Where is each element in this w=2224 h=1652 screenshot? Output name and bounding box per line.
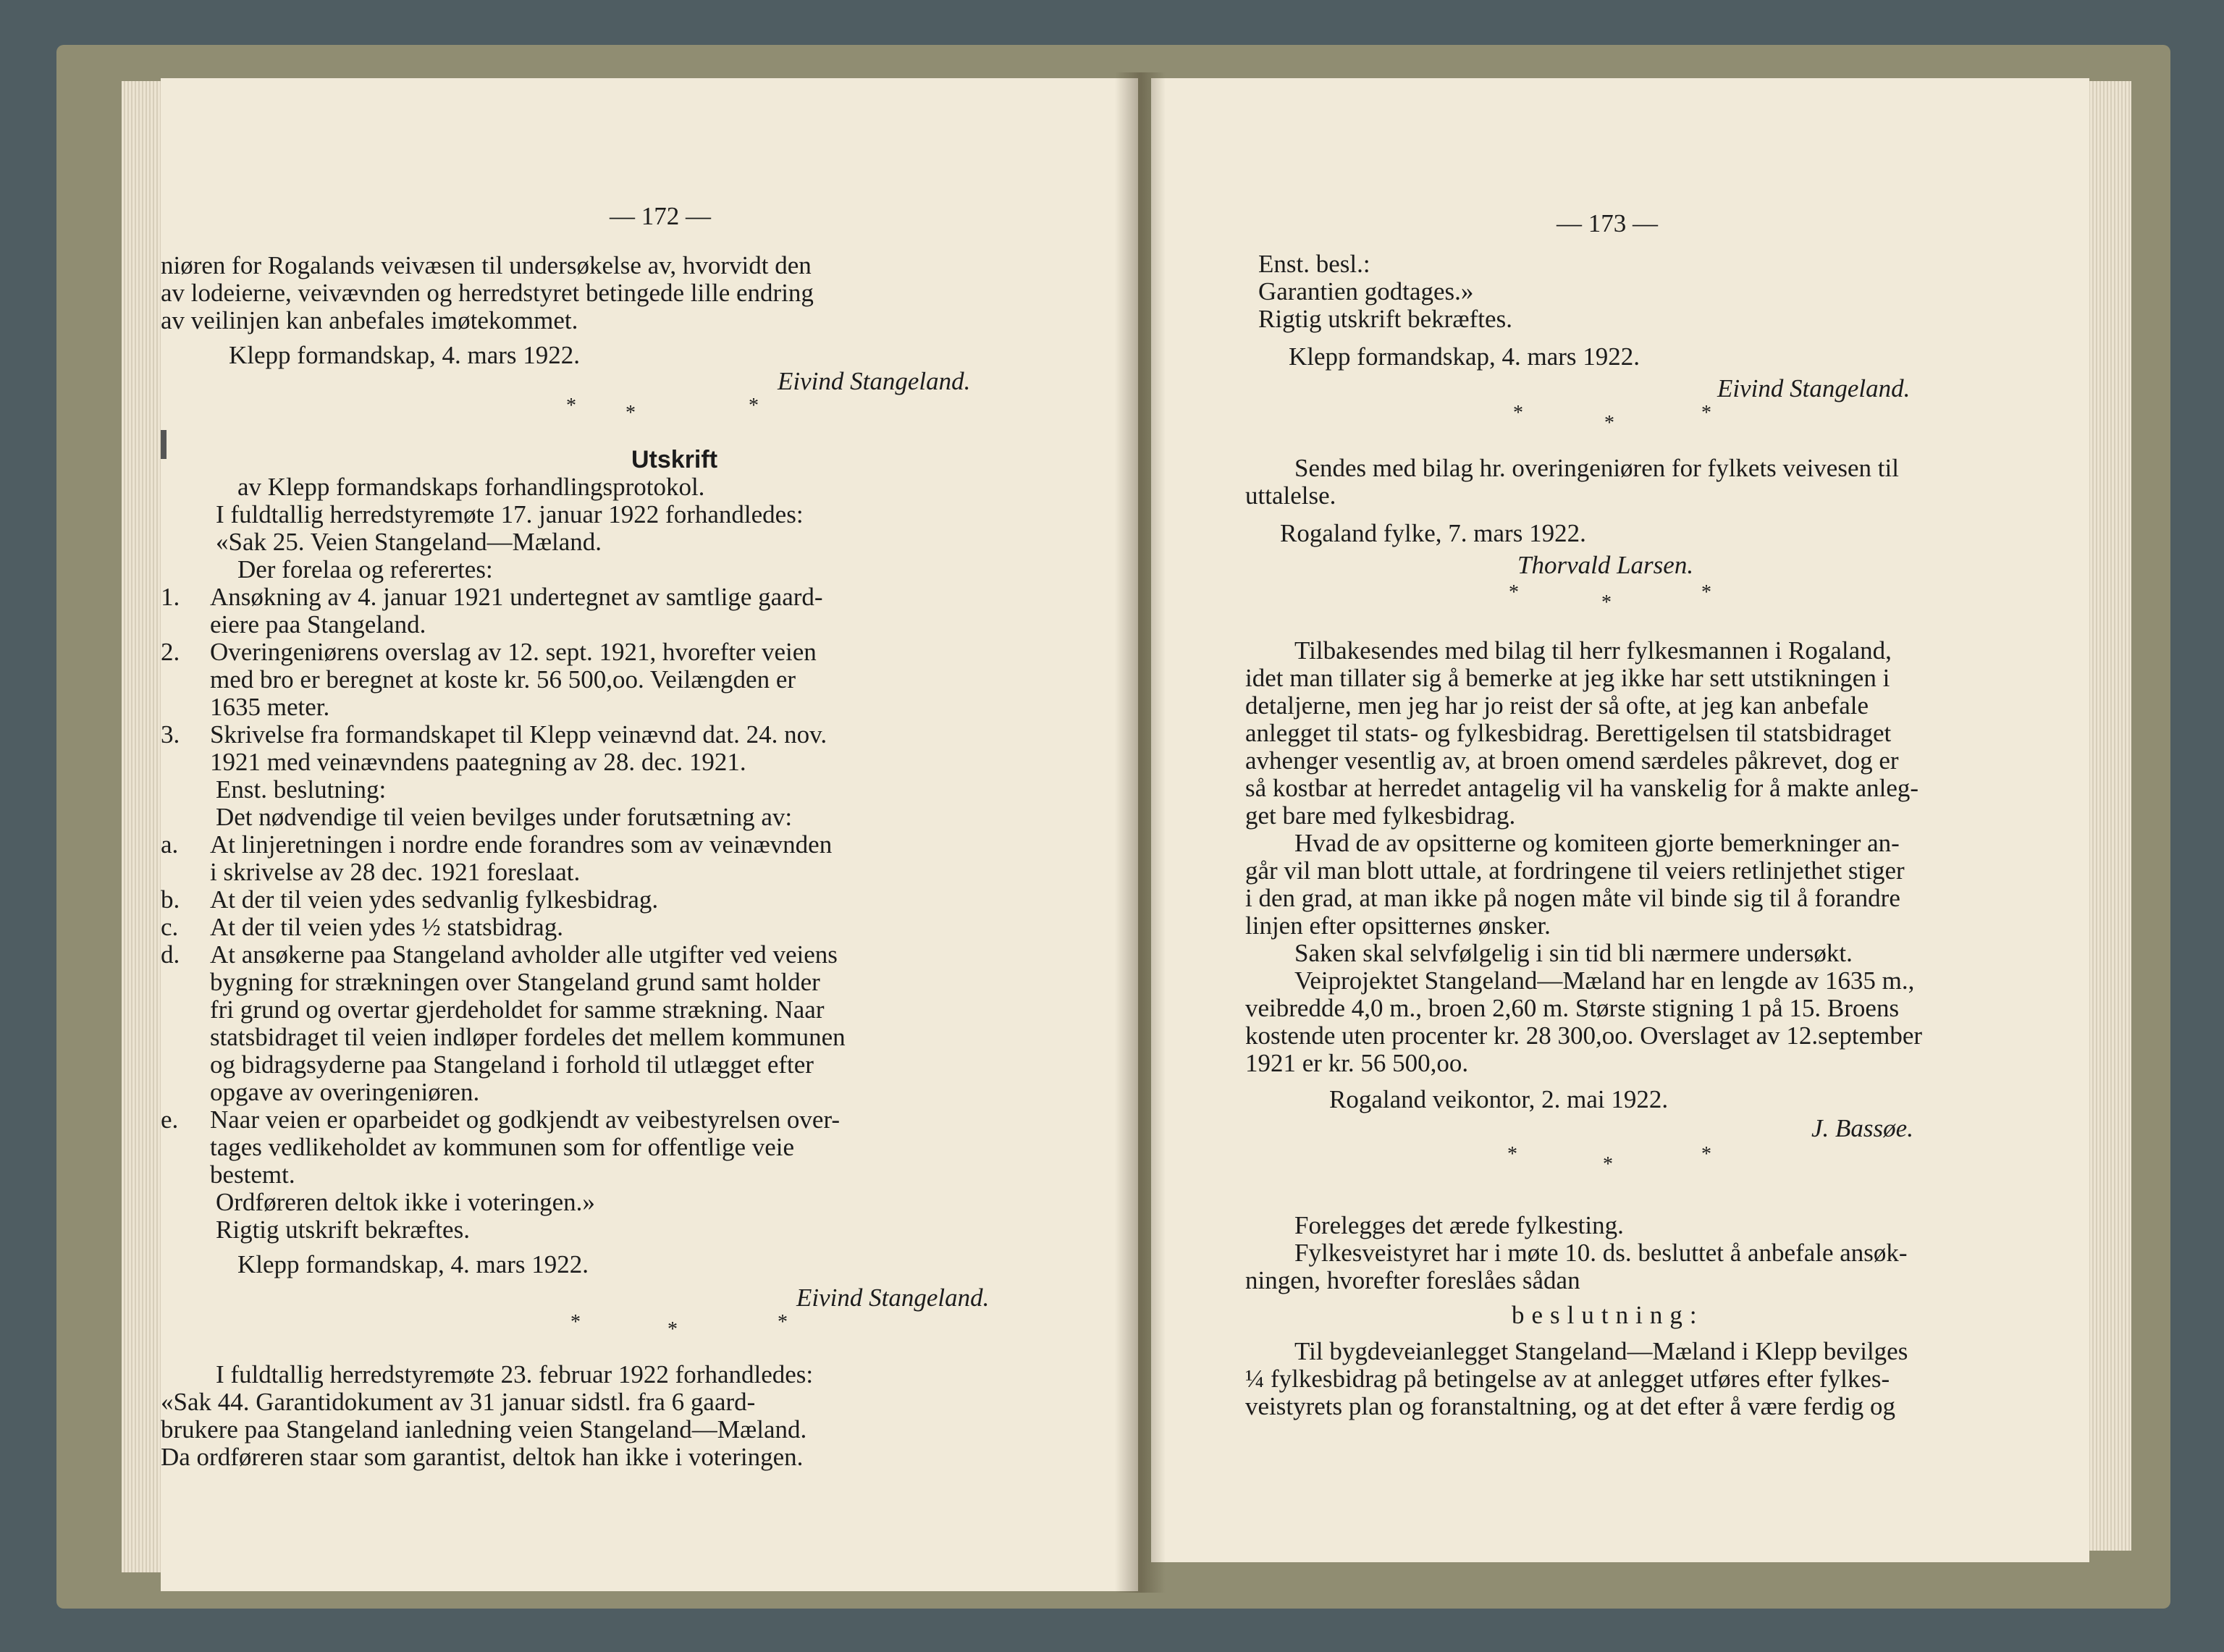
separator-star: *	[1513, 402, 1523, 424]
text-line: ningen, hvorefter foreslåes sådan	[1245, 1266, 1580, 1294]
text-line: veistyrets plan og foranstaltning, og at det efter å være ferdig og	[1245, 1392, 1896, 1420]
text-line: Enst. besl.:	[1258, 250, 1370, 278]
text-line: niøren for Rogalands veivæsen til undersøkelse av, hvorvidt den	[161, 251, 812, 279]
text-line: med bro er beregnet at koste kr. 56 500,oo. Veilængden er	[210, 665, 796, 694]
decision-heading: beslutning:	[1512, 1301, 1704, 1329]
text-line: Klepp formandskap, 4. mars 1922.	[1289, 342, 1640, 371]
text-line: 1921 med veinævndens paategning av 28. dec. 1921.	[210, 748, 746, 776]
text-line: så kostbar at herredet antagelig vil ha vanskelig for å makte anleg-	[1245, 774, 1919, 802]
separator-star: *	[778, 1311, 788, 1333]
signature: Eivind Stangeland.	[1717, 374, 1911, 403]
text-line: linjen efter opsitternes ønsker.	[1245, 911, 1551, 940]
separator-star: *	[1509, 581, 1519, 604]
text-line: og bidragsyderne paa Stangeland i forhold til utlægget efter	[210, 1050, 814, 1079]
list-marker: a.	[161, 830, 179, 859]
text-line: «Sak 25. Veien Stangeland—Mæland.	[216, 528, 602, 556]
text-line: tages vedlikeholdet av kommunen som for offentlige veie	[210, 1133, 795, 1161]
text-line: Der forelaa og referertes:	[237, 555, 493, 583]
list-marker: 1.	[161, 583, 180, 611]
separator-star: *	[1507, 1143, 1517, 1166]
text-line: statsbidraget til veien indløper fordeles det mellem kommunen	[210, 1023, 846, 1051]
text-line: ¼ fylkesbidrag på betingelse av at anlegget utføres efter fylkes-	[1245, 1365, 1890, 1393]
text-line: Det nødvendige til veien bevilges under forutsætning av:	[216, 803, 793, 831]
text-line: I fuldtallig herredstyremøte 23. februar 1922 forhandledes:	[216, 1360, 814, 1388]
separator-star: *	[1601, 591, 1612, 614]
text-line: av lodeierne, veivævnden og herredstyret betingede lille endring	[161, 279, 814, 307]
text-line: Sendes med bilag hr. overingeniøren for fylkets veivesen til	[1294, 454, 1899, 482]
signature: Thorvald Larsen.	[1517, 551, 1694, 579]
text-line: Skrivelse fra formandskapet til Klepp veinævnd dat. 24. nov.	[210, 720, 827, 749]
text-line: Rogaland veikontor, 2. mai 1922.	[1329, 1085, 1669, 1113]
text-line: Til bygdeveianlegget Stangeland—Mæland i Klepp bevilges	[1294, 1337, 1908, 1365]
text-line: Fylkesveistyret har i møte 10. ds. besluttet å anbefale ansøk-	[1294, 1239, 1908, 1267]
text-line: bestemt.	[210, 1160, 295, 1189]
separator-star: *	[1701, 1143, 1711, 1166]
text-line: Rogaland fylke, 7. mars 1922.	[1280, 519, 1586, 547]
separator-star: *	[749, 395, 759, 417]
text-line: 1921 er kr. 56 500,oo.	[1245, 1049, 1469, 1077]
text-line: Veiprojektet Stangeland—Mæland har en lengde av 1635 m.,	[1294, 966, 1915, 995]
list-marker: 3.	[161, 720, 180, 749]
page-number: — 173 —	[1557, 209, 1658, 237]
list-marker: 2.	[161, 638, 180, 666]
separator-star: *	[566, 395, 576, 417]
text-line: At ansøkerne paa Stangeland avholder alle utgifter ved veiens	[210, 940, 838, 969]
text-line: i den grad, at man ikke på nogen måte vil binde sig til å forandre	[1245, 884, 1900, 912]
text-line: av veilinjen kan anbefales imøtekommet.	[161, 306, 578, 334]
text-line: Tilbakesendes med bilag til herr fylkesmannen i Rogaland,	[1294, 636, 1892, 665]
section-heading: Utskrift	[631, 446, 718, 473]
separator-star: *	[667, 1318, 678, 1341]
text-line: kostende uten procenter kr. 28 300,oo. Overslaget av 12.september	[1245, 1021, 1923, 1050]
text-line: Naar veien er oparbeidet og godkjendt av veibestyrelsen over-	[210, 1105, 841, 1134]
text-line: Overingeniørens overslag av 12. sept. 1921, hvorefter veien	[210, 638, 817, 666]
list-marker: d.	[161, 940, 180, 969]
text-line: Rigtig utskrift bekræftes.	[1258, 305, 1512, 333]
text-line: idet man tillater sig å bemerke at jeg ikke har sett utstikningen i	[1245, 664, 1890, 692]
text-line: At der til veien ydes sedvanlig fylkesbidrag.	[210, 885, 659, 914]
text-line: Enst. beslutning:	[216, 775, 387, 804]
text-line: 1635 meter.	[210, 693, 330, 721]
text-line: At linjeretningen i nordre ende forandres som av veinævnden	[210, 830, 833, 859]
text-line: Saken skal selvfølgelig i sin tid bli nærmere undersøkt.	[1294, 939, 1853, 967]
signature: Eivind Stangeland.	[778, 367, 971, 395]
text-line: Ordføreren deltok ikke i voteringen.»	[216, 1188, 595, 1216]
list-marker: c.	[161, 913, 179, 941]
text-line: brukere paa Stangeland ianledning veien Stangeland—Mæland.	[161, 1415, 807, 1444]
text-line: Garantien godtages.»	[1258, 277, 1474, 305]
text-line: Da ordføreren staar som garantist, deltok han ikke i voteringen.	[161, 1443, 804, 1471]
text-line: Klepp formandskap, 4. mars 1922.	[229, 341, 581, 369]
right-page	[1151, 78, 2089, 1562]
text-line: avhenger vesentlig av, at broen omend særdeles påkrevet, dog er	[1245, 746, 1899, 775]
separator-star: *	[1701, 402, 1711, 424]
text-line: anlegget til stats- og fylkesbidrag. Berettigelsen til statsbidraget	[1245, 719, 1892, 747]
page-edges-left	[122, 81, 165, 1572]
text-line: fri grund og overtar gjerdeholdet for samme strækning. Naar	[210, 995, 825, 1024]
list-marker: b.	[161, 885, 180, 914]
text-line: get bare med fylkesbidrag.	[1245, 801, 1516, 830]
text-line: Hvad de av opsitterne og komiteen gjorte bemerkninger an-	[1294, 829, 1900, 857]
text-line: At der til veien ydes ½ statsbidrag.	[210, 913, 563, 941]
text-line: i skrivelse av 28 dec. 1921 foreslaat.	[210, 858, 581, 886]
margin-mark	[161, 430, 167, 459]
text-line: eiere paa Stangeland.	[210, 610, 426, 639]
text-line: går vil man blott uttale, at fordringene til veiers retlinjethet stiger	[1245, 856, 1905, 885]
text-line: bygning for strækningen over Stangeland grund samt holder	[210, 968, 820, 996]
signature: J. Bassøe.	[1811, 1114, 1913, 1142]
text-line: Ansøkning av 4. januar 1921 undertegnet av samtlige gaard-	[210, 583, 823, 611]
text-line: I fuldtallig herredstyremøte 17. januar 1922 forhandledes:	[216, 500, 804, 528]
page-number: — 172 —	[610, 202, 711, 230]
text-line: opgave av overingeniøren.	[210, 1078, 480, 1106]
text-line: veibredde 4,0 m., broen 2,60 m. Største stigning 1 på 15. Broens	[1245, 994, 1900, 1022]
separator-star: *	[570, 1311, 581, 1333]
separator-star: *	[626, 402, 636, 424]
separator-star: *	[1701, 581, 1711, 604]
text-line: Rigtig utskrift bekræftes.	[216, 1215, 470, 1244]
text-line: Klepp formandskap, 4. mars 1922.	[237, 1250, 589, 1278]
separator-star: *	[1604, 412, 1614, 434]
book-gutter	[1115, 72, 1166, 1593]
text-line: detaljerne, men jeg har jo reist der så ofte, at jeg kan anbefale	[1245, 691, 1869, 720]
text-line: uttalelse.	[1245, 481, 1336, 510]
text-line: Forelegges det ærede fylkesting.	[1294, 1211, 1624, 1239]
text-line: «Sak 44. Garantidokument av 31 januar sidstl. fra 6 gaard-	[161, 1388, 756, 1416]
text-line: av Klepp formandskaps forhandlingsprotokol.	[237, 473, 705, 501]
left-page	[161, 78, 1138, 1591]
list-marker: e.	[161, 1105, 179, 1134]
separator-star: *	[1603, 1153, 1613, 1176]
signature: Eivind Stangeland.	[796, 1284, 990, 1312]
